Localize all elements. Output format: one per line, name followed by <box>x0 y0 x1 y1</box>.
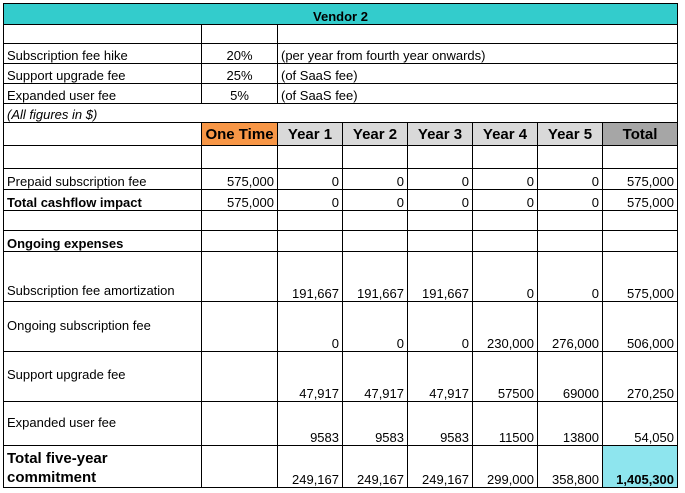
table-row <box>4 352 678 402</box>
empty-cell[interactable] <box>278 211 343 231</box>
empty-cell[interactable] <box>473 231 538 252</box>
empty-cell[interactable] <box>343 211 408 231</box>
value-cell[interactable]: 0 <box>408 190 473 211</box>
value-cell[interactable]: 249,167 <box>343 446 408 488</box>
empty-cell[interactable] <box>278 25 678 44</box>
value-cell[interactable]: 0 <box>473 252 538 302</box>
table-row <box>4 402 678 446</box>
empty-cell[interactable] <box>278 231 343 252</box>
value-cell[interactable]: 47,917 <box>278 352 343 402</box>
param-value[interactable]: 20% <box>202 44 278 64</box>
empty-cell[interactable] <box>4 211 202 231</box>
header-year-4[interactable]: Year 4 <box>473 123 538 146</box>
param-note[interactable]: (of SaaS fee) <box>278 64 678 84</box>
empty-cell[interactable] <box>202 25 278 44</box>
total-cell[interactable]: 575,000 <box>603 169 678 190</box>
empty-cell[interactable] <box>408 231 473 252</box>
total-cell[interactable]: 575,000 <box>603 252 678 302</box>
value-cell[interactable]: 249,167 <box>408 446 473 488</box>
empty-cell[interactable] <box>473 146 538 169</box>
param-value[interactable]: 25% <box>202 64 278 84</box>
value-cell[interactable] <box>202 446 278 488</box>
value-cell[interactable]: 0 <box>473 190 538 211</box>
value-cell[interactable]: 13800 <box>538 402 603 446</box>
section-title[interactable]: Ongoing expenses <box>4 231 202 252</box>
value-cell[interactable]: 0 <box>538 190 603 211</box>
value-cell[interactable]: 9583 <box>343 402 408 446</box>
param-value[interactable]: 5% <box>202 84 278 104</box>
total-cell[interactable]: 54,050 <box>603 402 678 446</box>
value-cell[interactable]: 299,000 <box>473 446 538 488</box>
value-cell[interactable]: 575,000 <box>202 169 278 190</box>
value-cell[interactable]: 230,000 <box>473 302 538 352</box>
header-year-2[interactable]: Year 2 <box>343 123 408 146</box>
empty-cell[interactable] <box>4 25 202 44</box>
value-cell[interactable]: 249,167 <box>278 446 343 488</box>
table-row <box>4 252 678 302</box>
value-cell[interactable]: 47,917 <box>343 352 408 402</box>
param-label[interactable]: Expanded user fee <box>4 84 202 104</box>
value-cell[interactable]: 0 <box>278 169 343 190</box>
header-year-3[interactable]: Year 3 <box>408 123 473 146</box>
param-note[interactable]: (of SaaS fee) <box>278 84 678 104</box>
row-label[interactable]: Prepaid subscription fee <box>4 169 202 190</box>
row-label[interactable]: Subscription fee amortization <box>4 252 202 302</box>
empty-cell[interactable] <box>538 211 603 231</box>
value-cell[interactable] <box>202 302 278 352</box>
row-label[interactable]: Total cashflow impact <box>4 190 202 211</box>
value-cell[interactable]: 9583 <box>278 402 343 446</box>
table-row <box>4 446 678 488</box>
vendor-title[interactable]: Vendor 2 <box>4 4 678 25</box>
empty-cell[interactable] <box>603 231 678 252</box>
value-cell[interactable]: 358,800 <box>538 446 603 488</box>
value-cell[interactable]: 191,667 <box>408 252 473 302</box>
value-cell[interactable]: 47,917 <box>408 352 473 402</box>
value-cell[interactable] <box>202 352 278 402</box>
empty-cell[interactable] <box>202 211 278 231</box>
empty-cell[interactable] <box>603 211 678 231</box>
table-row <box>4 169 678 190</box>
header-year-1[interactable]: Year 1 <box>278 123 343 146</box>
value-cell[interactable]: 575,000 <box>202 190 278 211</box>
empty-cell[interactable] <box>603 146 678 169</box>
empty-cell[interactable] <box>4 146 202 169</box>
value-cell[interactable]: 0 <box>343 302 408 352</box>
empty-cell[interactable] <box>538 146 603 169</box>
row-label[interactable]: Support upgrade fee <box>4 352 202 402</box>
header-total[interactable]: Total <box>603 123 678 146</box>
value-cell[interactable] <box>202 252 278 302</box>
row-label[interactable]: Expanded user fee <box>4 402 202 446</box>
vendor-table <box>3 3 678 488</box>
value-cell[interactable]: 0 <box>278 190 343 211</box>
value-cell[interactable]: 0 <box>278 302 343 352</box>
total-cell[interactable]: 575,000 <box>603 190 678 211</box>
param-label[interactable]: Subscription fee hike <box>4 44 202 64</box>
value-cell[interactable]: 0 <box>408 169 473 190</box>
grand-total-cell[interactable]: 1,405,300 <box>603 446 678 488</box>
table-row <box>4 190 678 211</box>
value-cell[interactable]: 0 <box>538 252 603 302</box>
empty-cell[interactable] <box>408 146 473 169</box>
value-cell[interactable]: 0 <box>343 190 408 211</box>
param-label[interactable]: Support upgrade fee <box>4 64 202 84</box>
value-cell[interactable]: 191,667 <box>343 252 408 302</box>
empty-cell[interactable] <box>538 231 603 252</box>
figures-note[interactable]: (All figures in $) <box>4 104 678 123</box>
total-cell[interactable]: 506,000 <box>603 302 678 352</box>
value-cell[interactable]: 69000 <box>538 352 603 402</box>
empty-cell[interactable] <box>343 146 408 169</box>
total-cell[interactable]: 270,250 <box>603 352 678 402</box>
total-commitment-label[interactable]: Total five-year commitment <box>4 446 202 488</box>
value-cell[interactable] <box>202 402 278 446</box>
empty-cell[interactable] <box>343 231 408 252</box>
row-label[interactable]: Ongoing subscription fee <box>4 302 202 352</box>
header-one-time[interactable]: One Time <box>202 123 278 146</box>
value-cell[interactable]: 0 <box>408 302 473 352</box>
value-cell[interactable]: 0 <box>538 169 603 190</box>
table-row <box>4 302 678 352</box>
empty-cell[interactable] <box>278 146 343 169</box>
value-cell[interactable]: 276,000 <box>538 302 603 352</box>
value-cell[interactable]: 11500 <box>473 402 538 446</box>
empty-cell[interactable] <box>408 211 473 231</box>
empty-cell[interactable] <box>473 211 538 231</box>
value-cell[interactable]: 191,667 <box>278 252 343 302</box>
param-note[interactable]: (per year from fourth year onwards) <box>278 44 678 64</box>
value-cell[interactable]: 9583 <box>408 402 473 446</box>
header-year-5[interactable]: Year 5 <box>538 123 603 146</box>
value-cell[interactable]: 0 <box>343 169 408 190</box>
value-cell[interactable]: 0 <box>473 169 538 190</box>
value-cell[interactable]: 57500 <box>473 352 538 402</box>
empty-cell[interactable] <box>202 231 278 252</box>
empty-cell[interactable] <box>202 146 278 169</box>
empty-cell[interactable] <box>4 123 202 146</box>
